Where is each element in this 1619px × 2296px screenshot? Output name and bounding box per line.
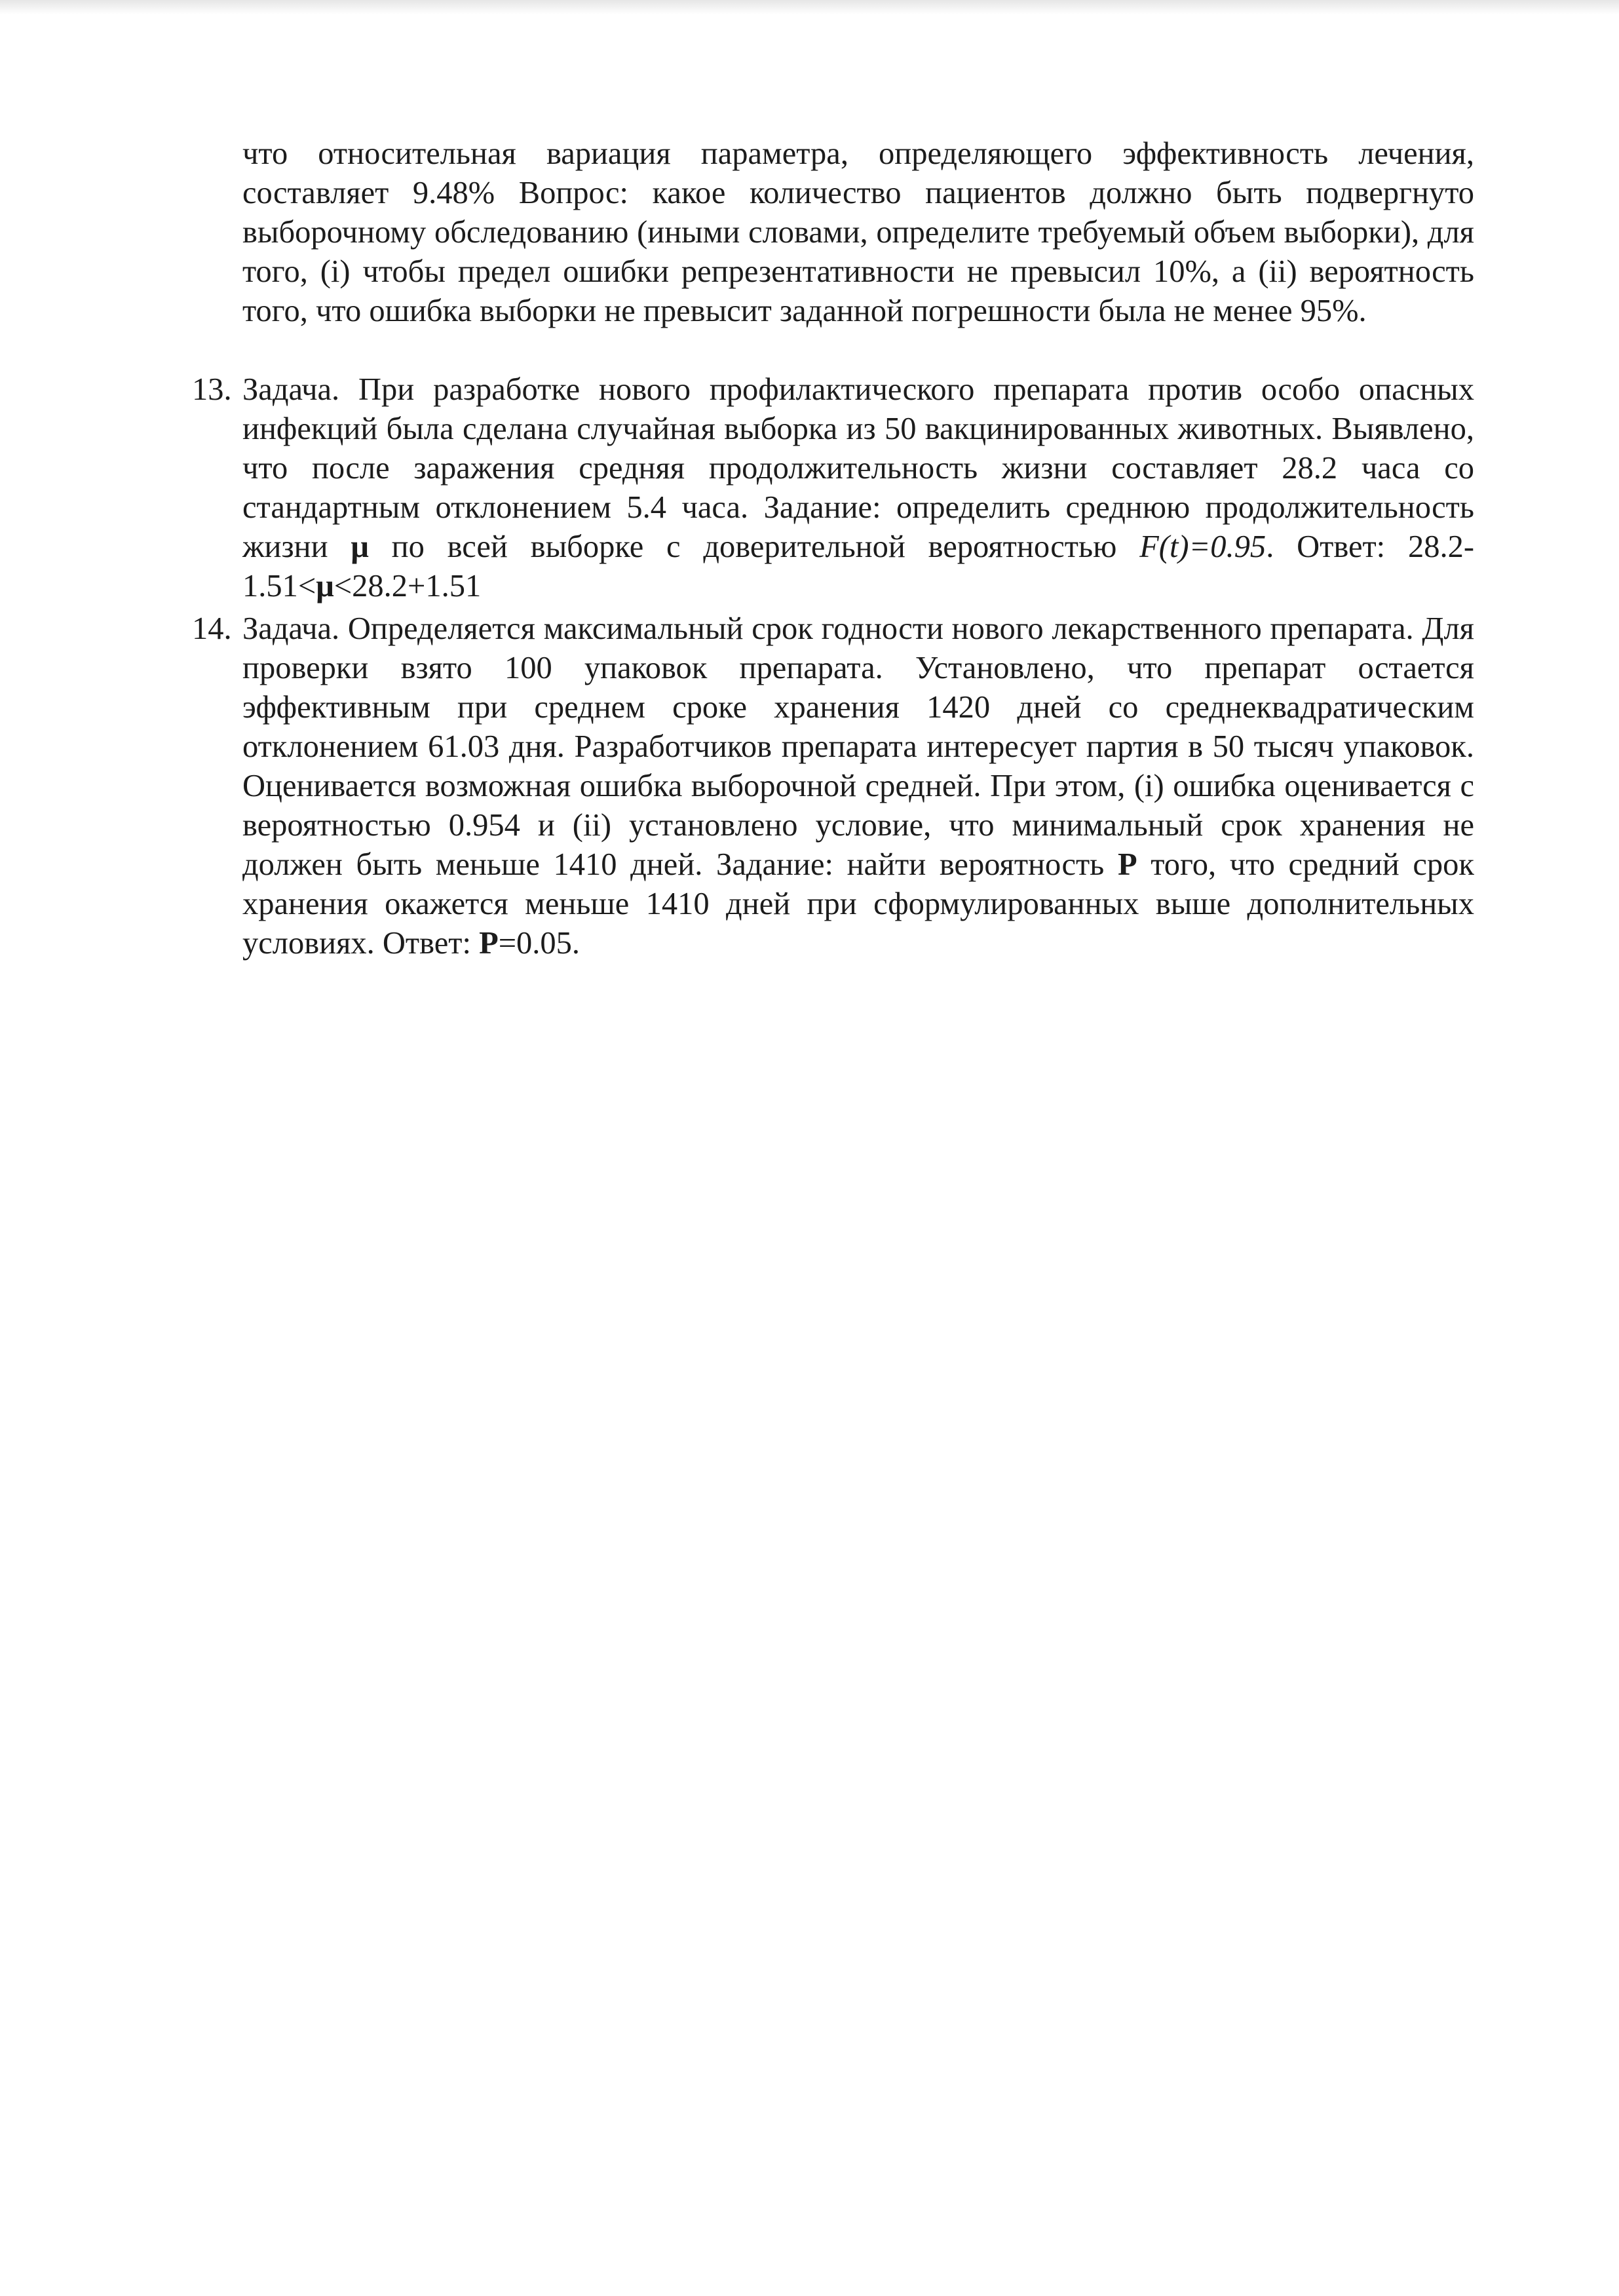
task-13-answer-suffix: <28.2+1.51 [333, 569, 482, 603]
task-13-text-middle: по всей выборке с доверительной вероятностью [368, 529, 1140, 564]
p-symbol: P [1117, 847, 1137, 882]
list-item-number: 13. [192, 372, 232, 407]
task-13-text: Задача. При разработке нового профилактического препарата против особо опасных инфекций была сделана случайная выборка из 50 вакцинированных животных. Выявлено, что после заражения средняя продолжительность жизни составляет 28.2 часа со стандартным отклонением 5.4 часа. Задание: определить среднюю продолжительность жизни [242, 372, 1474, 564]
list-item-14 [192, 609, 1474, 963]
mu-symbol: μ [351, 529, 369, 564]
task-14-text-after: того, что средний срок хранения окажется меньше 1410 дней при сформулированных выше дополнительных условиях. Ответ: [242, 847, 1474, 961]
list-item-number: 14. [192, 611, 232, 646]
continuation-text: что относительная вариация параметра, определяющего эффективность лечения, составляет 9.48% Вопрос: какое количество пациентов должно быть подвергнуто выборочному обследованию (иными словами, определите требуемый объем выборки), для того, (i) чтобы предел ошибки репрезентативности не превысил 10%, а (ii) вероятность того, что ошибка выборки не превысит заданной погрешности была не менее 95%. [242, 136, 1474, 328]
task-13-period: . [1266, 529, 1274, 564]
task-14-answer-value: =0.05. [498, 926, 581, 961]
answer-mu-symbol: μ [316, 569, 334, 603]
task-14-text: Задача. Определяется максимальный срок годности нового лекарственного препарата. Для проверки взято 100 упаковок препарата. Установлено, что препарат остается эффективным при среднем сроке хранения 1420 дней со среднеквадратическим отклонением 61.03 дня. Разработчиков препарата интересует партия в 50 тысяч упаковок. Оценивается возможная ошибка выборочной средней. При этом, (i) ошибка оценивается с вероятностью 0.954 и (ii) установлено условие, что минимальный срок хранения не должен быть меньше 1410 дней. Задание: найти вероятность [242, 611, 1474, 882]
task-13-answer-prefix: Ответ: 28.2-1.51< [242, 529, 1474, 603]
list-item-13 [192, 370, 1474, 606]
probability-formula: F(t)=0.95 [1139, 529, 1267, 564]
continuation-paragraph [242, 134, 1474, 331]
answer-p-symbol: P [479, 926, 499, 961]
